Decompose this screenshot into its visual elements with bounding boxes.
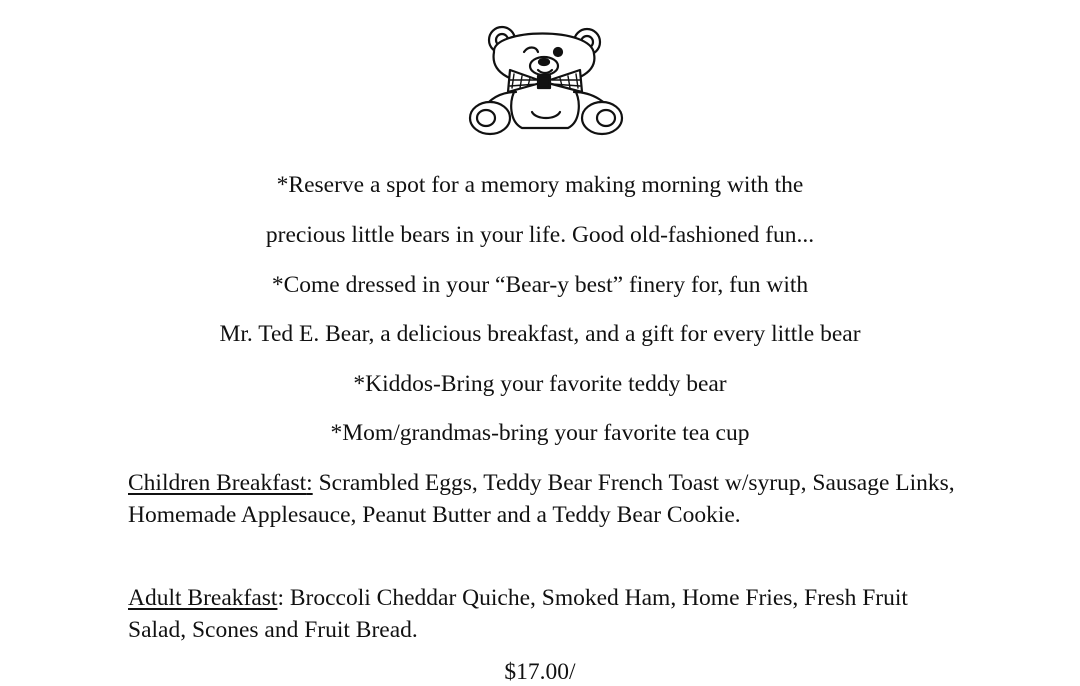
adult-breakfast-label: Adult Breakfast [128,585,278,611]
children-breakfast-colon: : [306,470,313,496]
intro-line-3: *Come dressed in your “Bear-y best” finery for, fun with [271,272,809,298]
children-breakfast-label-text: Children Breakfast [128,470,307,496]
intro-line-6: *Mom/grandmas-bring your favorite tea cup [330,420,750,446]
adult-breakfast-menu [128,582,968,646]
price: $17.00/ [504,659,576,685]
teddy-bear-illustration [452,22,630,140]
intro-line-4: Mr. Ted E. Bear, a delicious breakfast, and a gift for every little bear [219,321,861,347]
teddy-bear-icon [452,22,630,140]
children-breakfast-items: Scrambled Eggs, Teddy Bear French Toast w/syrup, Sausage Links, Homemade Applesauce, Peanut Butter and a Teddy Bear Cookie. [128,470,955,528]
children-breakfast-label [128,470,313,496]
intro-line-1: *Reserve a spot for a memory making morning with the [276,172,804,198]
intro-line-5: *Kiddos-Bring your favorite teddy bear [353,371,727,397]
adult-breakfast-colon: : [277,585,284,611]
children-breakfast-menu [128,467,968,531]
adult-breakfast-items: Broccoli Cheddar Quiche, Smoked Ham, Home Fries, Fresh Fruit Salad, Scones and Fruit Bread. [128,585,908,643]
intro-line-2: precious little bears in your life. Good old-fashioned fun... [265,222,815,248]
